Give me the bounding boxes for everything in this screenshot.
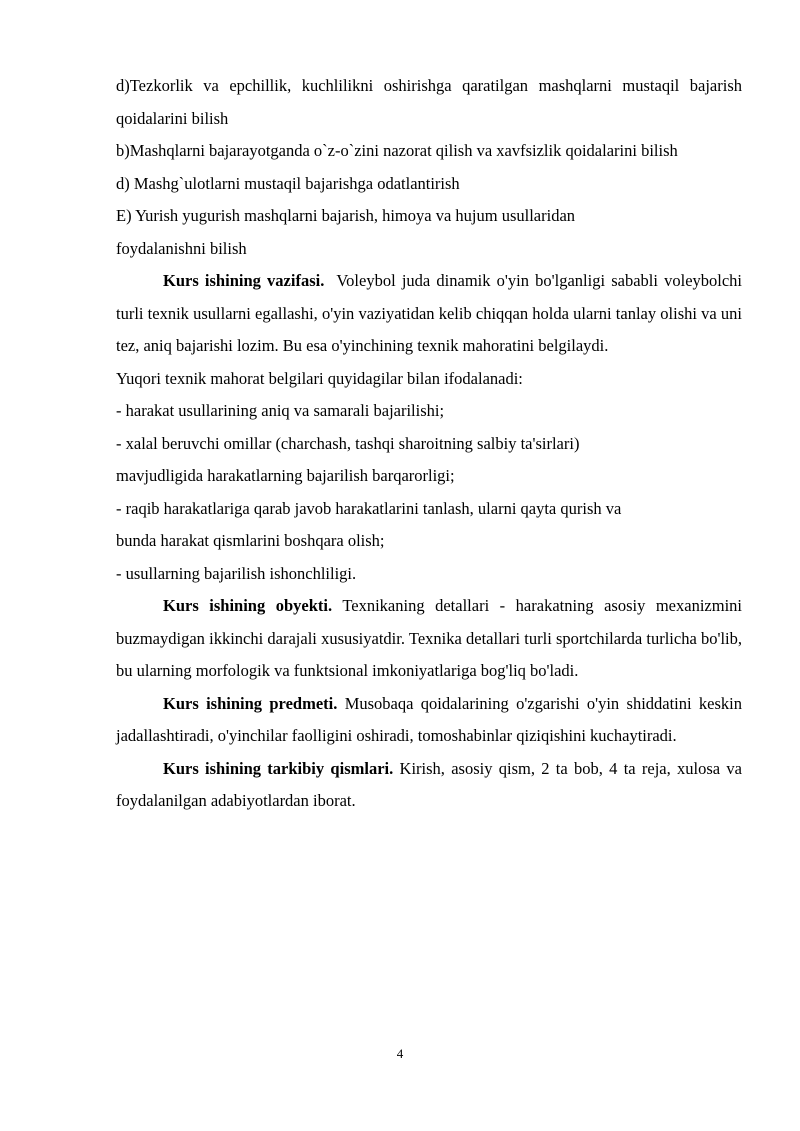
list-item-mastery-3: - raqib harakatlariga qarab javob harakatlarini tanlash, ularni qayta qurish va (116, 498, 622, 518)
paragraph-goal-d: d)Tezkorlik va epchillik, kuchlilikni oshirishga qaratilgan mashqlarni mustaqil bajarish qoidalarini bilish (116, 76, 742, 128)
paragraph-object (116, 590, 742, 688)
heading-tasks: Kurs ishining vazifasi. (163, 271, 325, 290)
heading-subject: Kurs ishining predmeti. (163, 693, 338, 713)
paragraph-goal-d2: d) Mashg`ulotlarni mustaqil bajarishga odatlantirish (116, 173, 460, 193)
paragraph-subject (116, 688, 742, 753)
page-number: 4 (396, 1046, 404, 1061)
heading-structure: Kurs ishining tarkibiy qismlari. (163, 758, 394, 778)
list-item-mastery-2: - xalal beruvchi omillar (charchash, tashqi sharoitning salbiy ta'sirlari) (116, 433, 580, 453)
paragraph-goal-b: b)Mashqlarni bajarayotganda o`z-o`zini nazorat qilish va xavfsizlik qoidalarini bilish (116, 141, 678, 160)
paragraph-goal-e: E) Yurish yugurish mashqlarni bajarish, himoya va hujum usullaridan (116, 206, 576, 225)
list-item-mastery-1: - harakat usullarining aniq va samarali bajarilishi; (116, 401, 445, 420)
heading-object: Kurs ishining obyekti. (163, 596, 333, 615)
paragraph-structure (116, 753, 742, 818)
text-object: Texnikaning detallari - harakatning asosiy mexanizmini buzmaydigan ikkinchi darajali xususiyatdir. Texnika detallari turli sportchilarda turlicha bo'lib, bu ularning morfologik va funktsional imkoniyatlariga bog'liq bo'ladi. (116, 596, 742, 680)
text-structure: Kirish, asosiy qism, 2 ta bob, 4 ta reja, xulosa va foydalanilgan adabiyotlardan iborat. (116, 758, 742, 810)
paragraph-tasks (116, 265, 742, 363)
text-subject: Musobaqa qoidalarining o'zgarishi o'yin shiddatini keskin jadallashtiradi, o'yinchilar faolligini oshiradi, tomoshabinlar qiziqishini kuchaytiradi. (116, 693, 743, 745)
list-item-mastery-3-continued: bunda harakat qismlarini boshqara olish; (116, 531, 385, 550)
paragraph-goal-e-continued: foydalanishni bilish (116, 238, 247, 258)
list-item-mastery-4: - usullarning bajarilish ishonchliligi. (116, 563, 357, 583)
list-item-mastery-2-continued: mavjudligida harakatlarning bajarilish barqarorligi; (116, 466, 455, 485)
document-page (116, 70, 742, 818)
paragraph-mastery-intro: Yuqori texnik mahorat belgilari quyidagilar bilan ifodalanadi: (116, 368, 523, 388)
text-tasks: Voleybol juda dinamik o'yin bo'lganligi sababli voleybolchi turli texnik usullarni egallashi, o'yin vaziyatidan kelib chiqqan holda ularni tanlay olishi va uni tez, aniq bajarishi lozim. Bu esa o'yinchining texnik mahoratini belgilaydi. (116, 271, 743, 355)
